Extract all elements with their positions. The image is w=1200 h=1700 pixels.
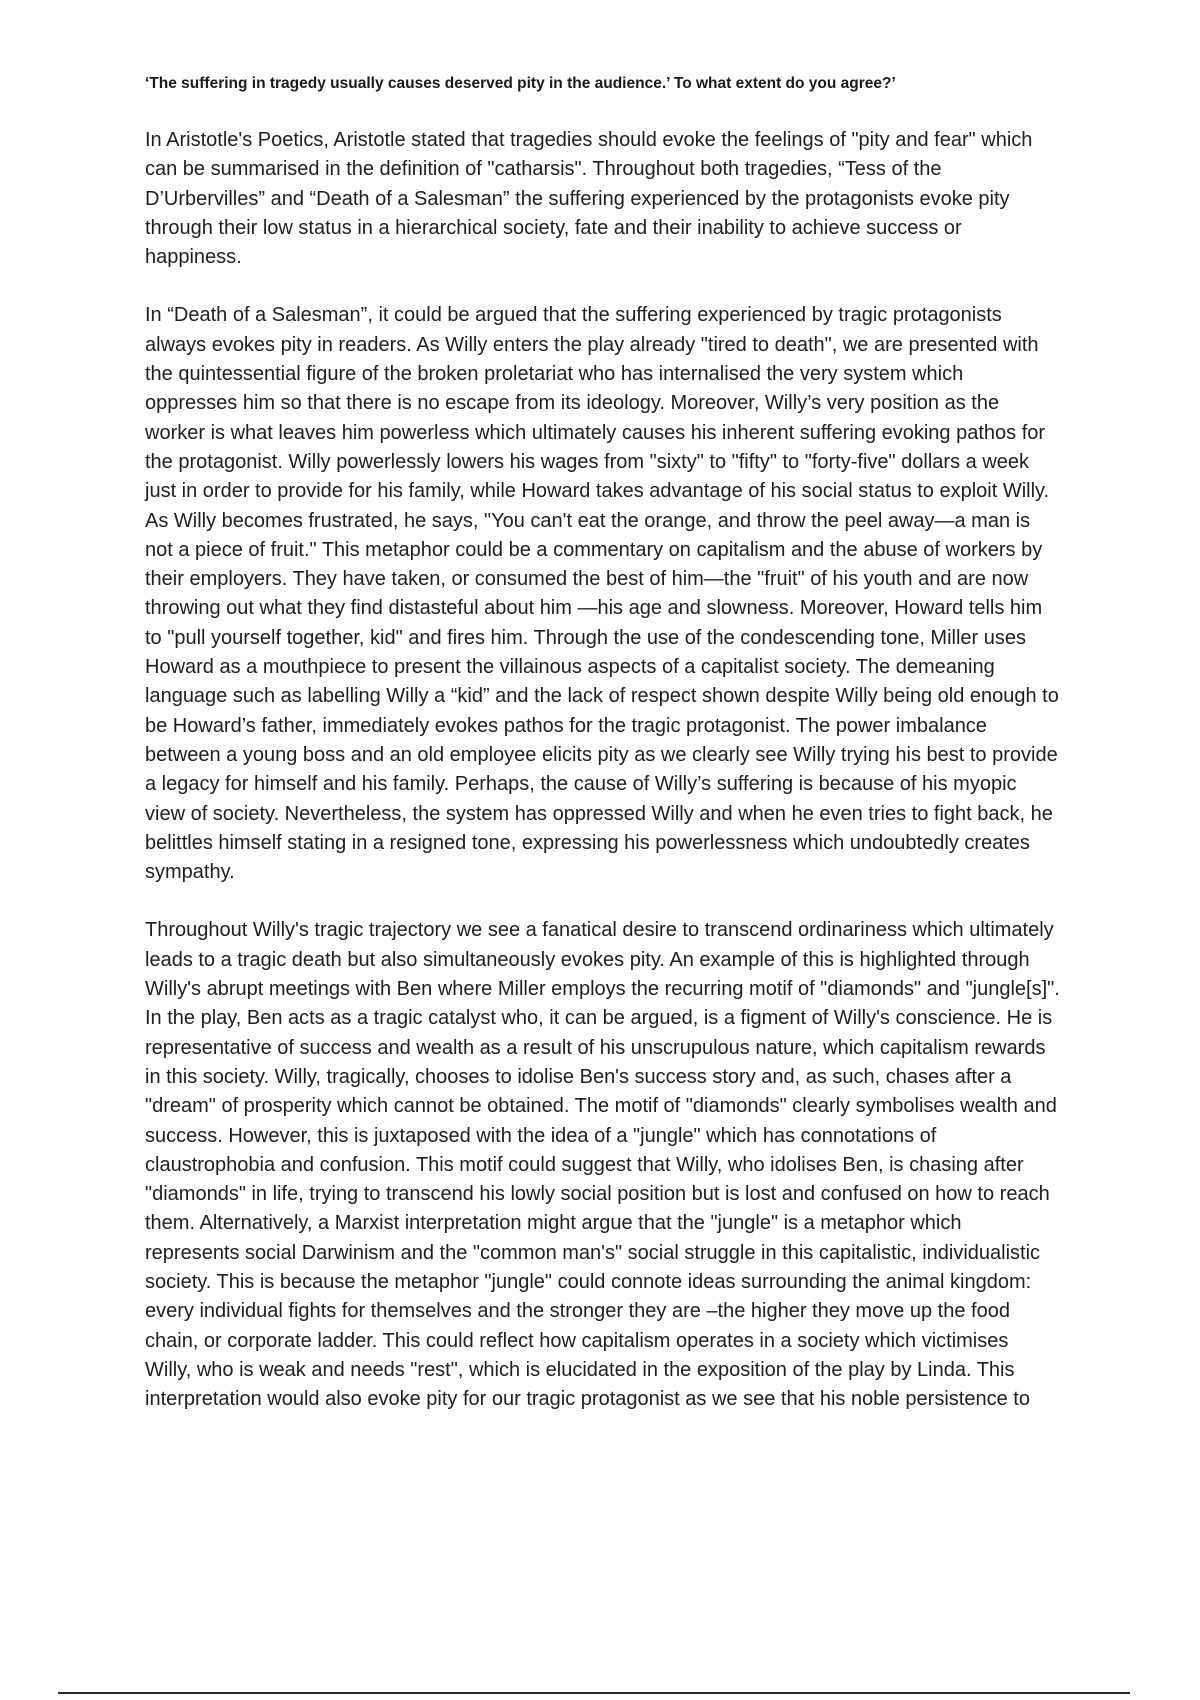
paragraph-tragic-trajectory: Throughout Willy's tragic trajectory we see a fanatical desire to transcend ordinariness which ultimately leads to a tragic death but also simultaneously evokes pity. An example of this is highlighted through Willy's abrupt meetings with Ben where Miller employs the recurring motif of "diamonds" and "jungle[s]". In the play, Ben acts as a tragic catalyst who, it can be argued, is a figment of Willy's conscience. He is representative of success and wealth as a result of his unscrupulous nature, which capitalism rewards in this society. Willy, tragically, chooses to idolise Ben's success story and, as such, chases after a "dream" of prosperity which cannot be obtained. The motif of "diamonds" clearly symbolises wealth and success. However, this is juxtaposed with the idea of a "jungle" which has connotations of claustrophobia and confusion. This motif could suggest that Willy, who idolises Ben, is chasing after "diamonds" in life, trying to transcend his lowly social position but is lost and confused on how to reach them. Alternatively, a Marxist interpretation might argue that the "jungle" is a metaphor which represents social Darwinism and the "common man's" social struggle in this capitalistic, individualistic society. This is because the metaphor "jungle" could connote ideas surrounding the animal kingdom: every individual fights for themselves and the stronger they are –the higher they move up the food chain, or corporate ladder. This could reflect how capitalism operates in a society which victimises Willy, who is weak and needs "rest", which is elucidated in the exposition of the play by Linda. This interpretation would also evoke pity for our tragic protagonist as we see that his noble persistence to [145, 919, 1060, 1411]
essay-question: ‘The suffering in tragedy usually causes deserved pity in the audience.’ To what extent do you agree?’ [145, 75, 896, 92]
paragraph-introduction: In Aristotle's Poetics, Aristotle stated that tragedies should evoke the feelings of "pity and fear" which can be summarised in the definition of "catharsis". Throughout both tragedies, “Tess of the D’Urbervilles” and “Death of a Salesman” the suffering experienced by the protagonists evoke pity through their low status in a hierarchical society, fate and their inability to achieve success or happiness. [145, 129, 1033, 269]
paragraph-salesman-pity: In “Death of a Salesman”, it could be argued that the suffering experienced by tragic protagonists always evokes pity in readers. As Willy enters the play already "tired to death", we are presented with the quintessential figure of the broken proletariat who has internalised the very system which oppresses him so that there is no escape from its ideology. Moreover, Willy’s very position as the worker is what leaves him powerless which ultimately causes his inherent suffering evoking pathos for the protagonist. Willy powerlessly lowers his wages from "sixty" to "fifty" to "forty-five" dollars a week just in order to provide for his family, while Howard takes advantage of his social status to exploit Willy. As Willy becomes frustrated, he says, "You can't eat the orange, and throw the peel away—a man is not a piece of fruit." This metaphor could be a commentary on capitalism and the abuse of workers by their employers. They have taken, or consumed the best of him—the "fruit" of his youth and are now throwing out what they find distasteful about him —his age and slowness. Moreover, Howard tells him to "pull yourself together, kid" and fires him. Through the use of the condescending tone, Miller uses Howard as a mouthpiece to present the villainous aspects of a capitalist society. The demeaning language such as labelling Willy a “kid” and the lack of respect shown despite Willy being old enough to be Howard’s father, immediately evokes pathos for the tragic protagonist. The power imbalance between a young boss and an old employee elicits pity as we clearly see Willy trying his best to provide a legacy for himself and his family. Perhaps, the cause of Willy’s suffering is because of his myopic view of society. Nevertheless, the system has oppressed Willy and when he even tries to fight back, he belittles himself stating in a resigned tone, expressing his powerlessness which undoubtedly creates sympathy. [145, 304, 1059, 884]
page-bottom-divider [58, 1692, 1130, 1694]
essay-page [145, 72, 1060, 1443]
